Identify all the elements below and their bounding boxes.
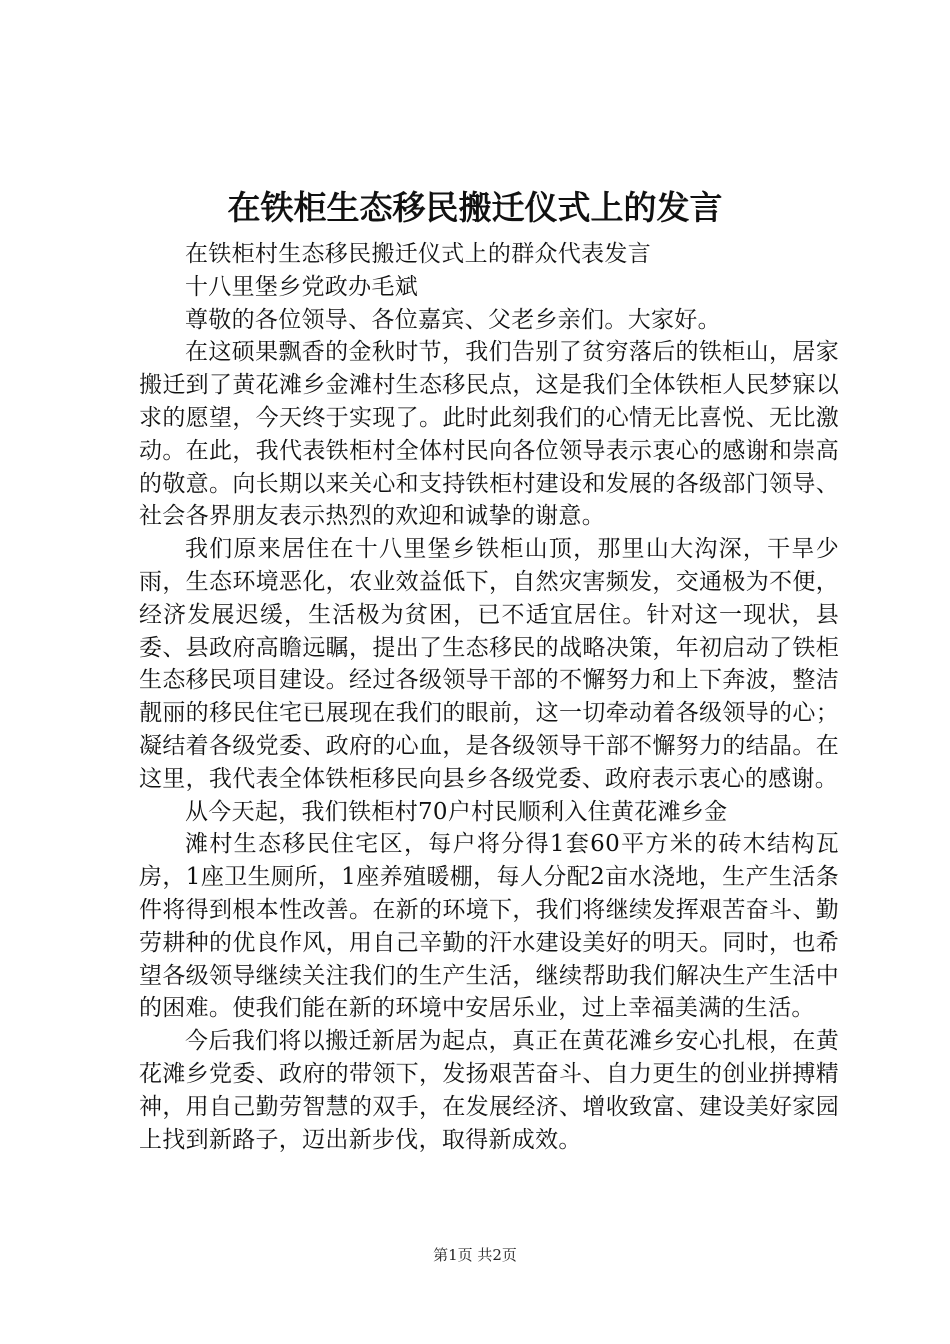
body-paragraph: 从今天起，我们铁柜村70户村民顺利入住黄花滩乡金 xyxy=(185,798,728,825)
page-footer xyxy=(0,1245,950,1265)
salutation-paragraph: 尊敬的各位领导、各位嘉宾、父老乡亲们。大家好。 xyxy=(185,306,721,333)
body-paragraph: 今后我们将以搬迁新居为起点，真正在黄花滩乡安心扎根，在黄花滩乡党委、政府的带领下，发扬艰苦奋斗、自力更生的创业拼搏精神，用自己勤劳智慧的双手，在发展经济、增收致富、建设美好家园上找到新路子，迈出新步伐，取得新成效。 xyxy=(139,1028,839,1153)
body-paragraph: 滩村生态移民住宅区，每户将分得1套60平方米的砖木结构瓦房，1座卫生厕所，1座养殖暖棚，每人分配2亩水浇地，生产生活条件将得到根本性改善。在新的环境下，我们将继续发挥艰苦奋斗、勤劳耕种的优良作风，用自己辛勤的汗水建设美好的明天。同时，也希望各级领导继续关注我们的生产生活，继续帮助我们解决生产生活中的困难。使我们能在新的环境中安居乐业，过上幸福美满的生活。 xyxy=(139,831,839,1022)
document-body xyxy=(139,238,839,1156)
document-title: 在铁柜生态移民搬迁仪式上的发言 xyxy=(227,188,723,227)
speaker-line: 十八里堡乡党政办毛斌 xyxy=(185,273,418,300)
page-number-indicator: 第1页 共2页 xyxy=(433,1246,517,1264)
body-paragraph: 我们原来居住在十八里堡乡铁柜山顶，那里山大沟深，干旱少雨，生态环境恶化，农业效益低下，自然灾害频发，交通极为不便，经济发展迟缓，生活极为贫困，已不适宜居住。针对这一现状，县委、县政府高瞻远瞩，提出了生态移民的战略决策，年初启动了铁柜生态移民项目建设。经过各级领导干部的不懈努力和上下奔波，整洁靓丽的移民住宅已展现在我们的眼前，这一切牵动着各级领导的心；凝结着各级党委、政府的心血，是各级领导干部不懈努力的结晶。在这里，我代表全体铁柜移民向县乡各级党委、政府表示衷心的感谢。 xyxy=(139,536,839,792)
body-paragraph: 在这硕果飘香的金秋时节，我们告别了贫穷落后的铁柜山，居家搬迁到了黄花滩乡金滩村生态移民点，这是我们全体铁柜人民梦寐以求的愿望，今天终于实现了。此时此刻我们的心情无比喜悦、无比激动。在此，我代表铁柜村全体村民向各位领导表示衷心的感谢和崇高的敬意。向长期以来关心和支持铁柜村建设和发展的各级部门领导、社会各界朋友表示热烈的欢迎和诚挚的谢意。 xyxy=(139,339,839,530)
speech-heading: 在铁柜村生态移民搬迁仪式上的群众代表发言 xyxy=(185,241,651,267)
